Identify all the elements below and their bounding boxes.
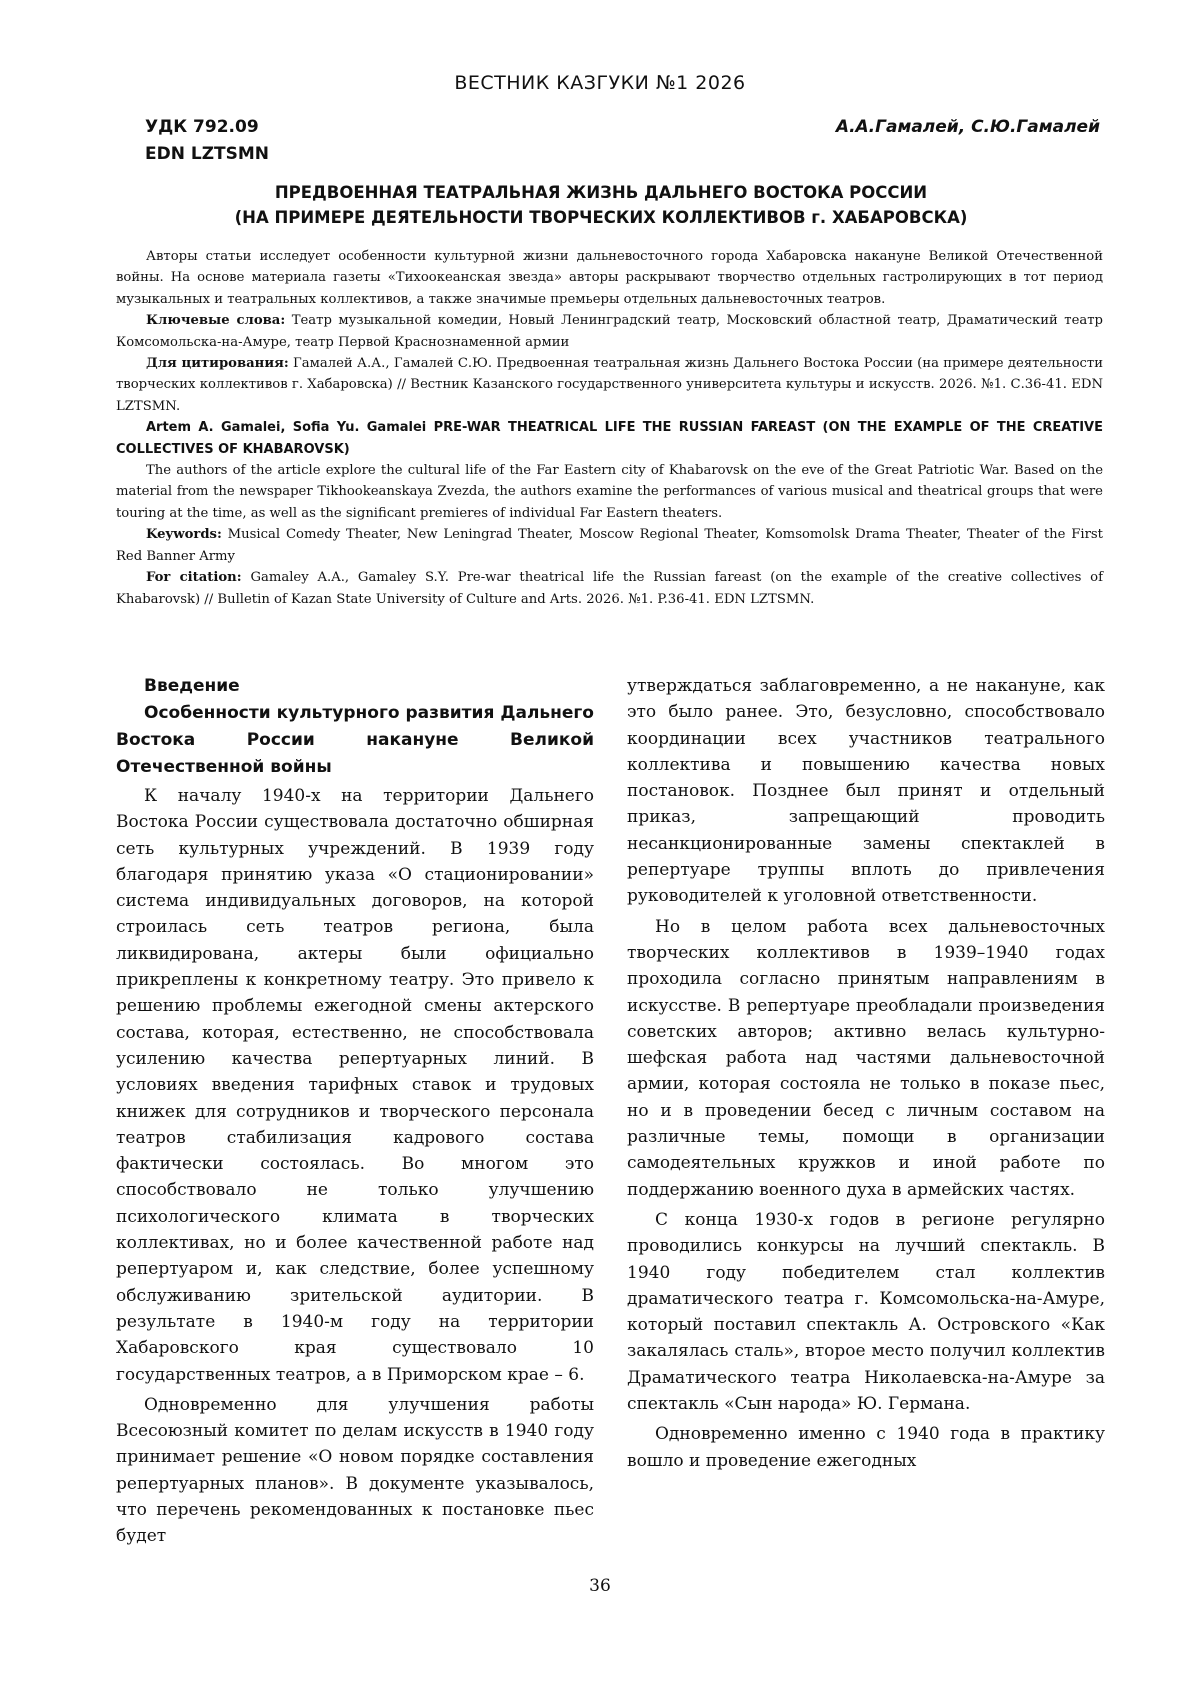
body-paragraph-continued: утверждаться заблаговременно, а не накануне, как это было ранее. Это, безусловно, способствовало координации всех участников театрального коллектива и повышению качества новых постановок. Позднее был принят и отдельный приказ, запрещающий проводить несанкционированные замены спектаклей в репертуаре труппы вплоть до привлечения руководителей к уголовной ответственности. xyxy=(627,676,1105,907)
udk-code: УДК 792.09 xyxy=(145,117,259,137)
authors: А.А.Гамалей, С.Ю.Гамалей xyxy=(835,117,1100,137)
article-title xyxy=(118,180,1084,230)
citation-ru-text: Гамалей А.А., Гамалей С.Ю. Предвоенная театральная жизнь Дальнего Востока России (на примере деятельности творческих коллективов г. Хабаровска) // Вестник Казанского государственного университета культуры и искусств. 2026. №1. С.36-41. EDN LZTSMN. xyxy=(116,356,1103,414)
english-title: Artem A. Gamalei, Sofia Yu. Gamalei PRE-WAR THEATRICAL LIFE THE RUSSIAN FAREAST (ON THE EXAMPLE OF THE CREATIVE COLLECTIVES OF KHABAROVSK) xyxy=(116,420,1103,457)
abstract-ru: Авторы статьи исследует особенности культурной жизни дальневосточного города Хабаровска накануне Великой Отечественной войны. На основе материала газеты «Тихоокеанская звезда» авторы раскрывают творчество отдельных гастролирующих в тот период музыкальных и театральных коллективов, а также значимые премьеры отдельных дальневосточных театров. xyxy=(116,249,1103,307)
body-paragraph: С конца 1930-х годов в регионе регулярно проводились конкурсы на лучший спектакль. В 1940 году победителем стал коллектив драматического театра г. Комсомольска-на-Амуре, который поставил спектакль А. Островского «Как закалялась сталь», второе место получил коллектив Драматического театра Николаевска-на-Амуре за спектакль «Сын народа» Ю. Германа. xyxy=(627,1209,1105,1415)
body-paragraph: Но в целом работа всех дальневосточных творческих коллективов в 1939–1940 годах проходила согласно принятым направлениям в искусстве. В репертуаре преобладали произведения советских авторов; активно велась культурно-шефская работа над частями дальневосточной армии, которая состояла не только в показе пьес, но и в проведении бесед с личным составом на различные темы, помощи в организации самодеятельных кружков и иной работе по поддержанию военного духа в армейских частях. xyxy=(627,916,1105,1200)
abstract-en: The authors of the article explore the cultural life of the Far Eastern city of Khabarovsk on the eve of the Great Patriotic War. Based on the material from the newspaper Tikhookeanskaya Zvezda, the authors examine the performances of various musical and theatrical groups that were touring at the time, as well as the significant premieres of individual Far Eastern theaters. xyxy=(116,463,1103,521)
citation-en-label: For citation: xyxy=(146,570,242,586)
citation-ru-label: Для цитирования: xyxy=(146,356,289,372)
keywords-en xyxy=(116,524,1103,567)
edn-code: EDN LZTSMN xyxy=(145,144,270,164)
citation-en xyxy=(116,567,1103,610)
body-paragraph: Одновременно для улучшения работы Всесоюзный комитет по делам искусств в 1940 году принимает решение «О новом порядке составления репертуарных планов». В документе указывалось, что перечень рекомендованных к постановке пьес будет xyxy=(116,1394,594,1547)
title-line-1: ПРЕДВОЕННАЯ ТЕАТРАЛЬНАЯ ЖИЗНЬ ДАЛЬНЕГО ВОСТОКА РОССИИ xyxy=(274,183,928,202)
article-identifiers xyxy=(145,114,269,168)
body-paragraph: К началу 1940-х на территории Дальнего Востока России существовала достаточно обширная сеть культурных учреждений. В 1939 году благодаря принятию указа «О стационировании» система индивидуальных договоров, на которой строилась сеть театров региона, была ликвидирована, актеры были официально прикреплены к конкретному театру. Это привело к решению проблемы ежегодной смены актерского состава, которая, естественно, не способствовала усилению качества репертуарных линий. В условиях введения тарифных ставок и трудовых книжек для сотрудников и творческого персонала театров стабилизация кадрового состава фактически состоялась. Во многом это способствовало не только улучшению психологического климата в творческих коллективах, но и более качественной работе над репертуаром и, как следствие, более успешному обслуживанию зрительской аудитории. В результате в 1940-м году на территории Хабаровского края существовало 10 государственных театров, а в Приморском крае – 6. xyxy=(116,786,594,1385)
keywords-en-label: Keywords: xyxy=(146,527,222,543)
journal-header: ВЕСТНИК КАЗГУКИ №1 2026 xyxy=(454,72,746,94)
citation-en-text: Gamaley A.A., Gamaley S.Y. Pre-war theatrical life the Russian fareast (on the example of the creative collectives of Khabarovsk) // Bulletin of Kazan State University of Culture and Arts. 2026. №1. P.36-41. EDN LZTSMN. xyxy=(116,570,1103,607)
left-column xyxy=(116,673,594,1550)
citation-ru xyxy=(116,353,1103,417)
keywords-ru xyxy=(116,310,1103,353)
intro-heading: Введение xyxy=(144,676,240,696)
keywords-ru-label: Ключевые слова: xyxy=(146,313,286,329)
right-column xyxy=(627,673,1105,1474)
body-paragraph: Одновременно именно с 1940 года в практику вошло и проведение ежегодных xyxy=(627,1424,1105,1471)
abstract-block xyxy=(116,246,1103,610)
section-heading: Особенности культурного развития Дальнего Востока России накануне Великой Отечественной войны xyxy=(116,703,594,777)
title-line-2: (НА ПРИМЕРЕ ДЕЯТЕЛЬНОСТИ ТВОРЧЕСКИХ КОЛЛЕКТИВОВ г. ХАБАРОВСКА) xyxy=(234,208,968,227)
keywords-en-text: Musical Comedy Theater, New Leningrad Theater, Moscow Regional Theater, Komsomolsk Drama Theater, Theater of the First Red Banner Army xyxy=(116,527,1103,564)
keywords-ru-text: Театр музыкальной комедии, Новый Ленинградский театр, Московский областной театр, Драматический театр Комсомольска-на-Амуре, театр Первой Краснознаменной армии xyxy=(116,313,1103,350)
page-number: 36 xyxy=(589,1576,611,1596)
